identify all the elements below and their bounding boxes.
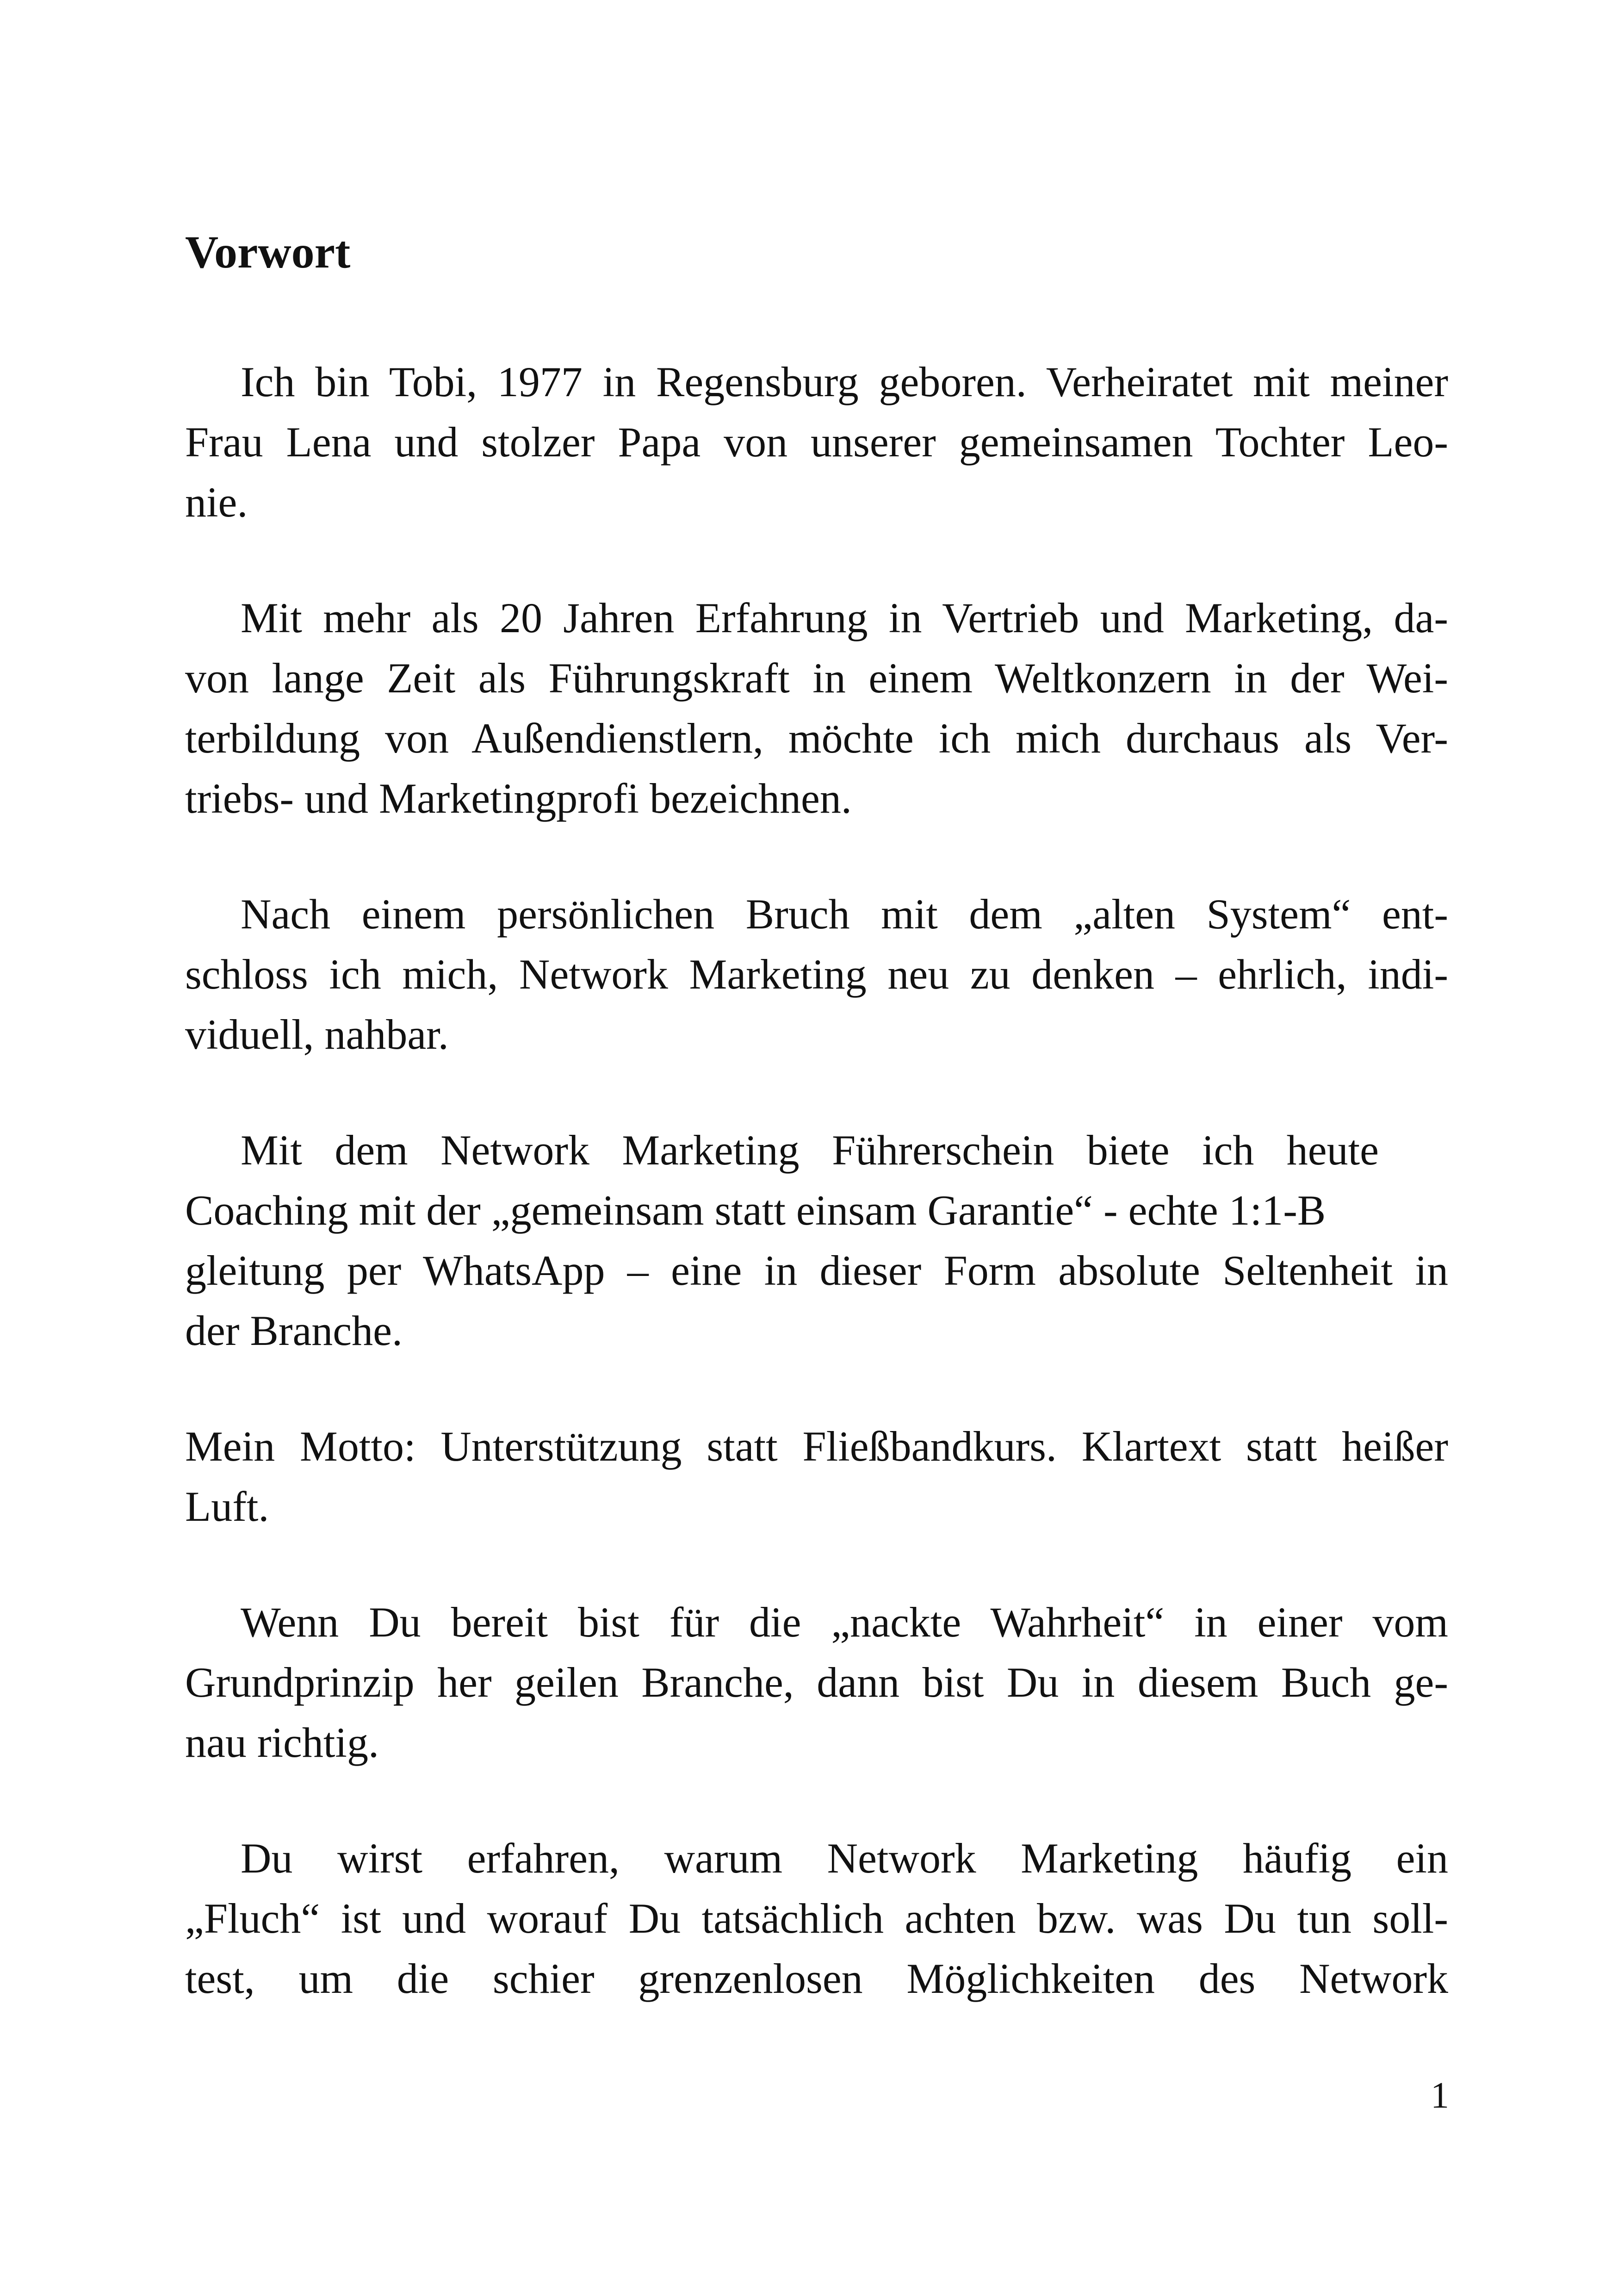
- paragraph-4-line-1: Mit dem Network Marketing Führerschein biete ich heute: [241, 1126, 1379, 1174]
- paragraph-4-line-2: Coaching mit der „gemeinsam statt einsam Garantie“ - echte 1:1-B: [185, 1187, 1326, 1234]
- paragraph-6-line-2: Grundprinzip her geilen Branche, dann bist Du in diesem Buch ge-: [185, 1659, 1448, 1706]
- paragraph-2-line-1: Mit mehr als 20 Jahren Erfahrung in Vertrieb und Marketing, da-: [241, 594, 1448, 641]
- page-title: Vorwort: [185, 226, 351, 278]
- paragraph-6-line-3: nau richtig.: [185, 1719, 379, 1766]
- paragraph-1-line-1: Ich bin Tobi, 1977 in Regensburg geboren. Verheiratet mit meiner: [241, 358, 1448, 405]
- paragraph-3-line-1: Nach einem persönlichen Bruch mit dem „alten System“ ent-: [241, 890, 1448, 938]
- paragraph-7-line-1: Du wirst erfahren, warum Network Marketing häufig ein: [241, 1835, 1448, 1882]
- paragraph-5-line-1: Mein Motto: Unterstützung statt Fließbandkurs. Klartext statt heißer: [185, 1423, 1448, 1470]
- paragraph-2-line-2: von lange Zeit als Führungskraft in einem Weltkonzern in der Wei-: [185, 654, 1448, 702]
- paragraph-7-line-2: „Fluch“ ist und worauf Du tatsächlich achten bzw. was Du tun soll-: [185, 1895, 1448, 1942]
- paragraph-1-line-2: Frau Lena und stolzer Papa von unserer gemeinsamen Tochter Leo-: [185, 418, 1448, 466]
- paragraph-3-line-2: schloss ich mich, Network Marketing neu zu denken – ehrlich, indi-: [185, 951, 1448, 998]
- document-page: [185, 0, 1448, 2296]
- paragraph-3-line-3: viduell, nahbar.: [185, 1011, 449, 1058]
- paragraph-4-line-3: gleitung per WhatsApp – eine in dieser Form absolute Seltenheit in: [185, 1247, 1448, 1294]
- paragraph-2-line-3: terbildung von Außendienstlern, möchte ich mich durchaus als Ver-: [185, 715, 1448, 762]
- page-number: 1: [1431, 2075, 1449, 2116]
- paragraph-1-line-3: nie.: [185, 479, 248, 526]
- paragraph-4-line-4: der Branche.: [185, 1307, 403, 1354]
- paragraph-2-line-4: triebs- und Marketingprofi bezeichnen.: [185, 775, 852, 822]
- paragraph-7-line-3: test, um die schier grenzenlosen Möglichkeiten des Network: [185, 1955, 1448, 2002]
- paragraph-5-line-2: Luft.: [185, 1483, 269, 1530]
- paragraph-6-line-1: Wenn Du bereit bist für die „nackte Wahrheit“ in einer vom: [241, 1599, 1448, 1646]
